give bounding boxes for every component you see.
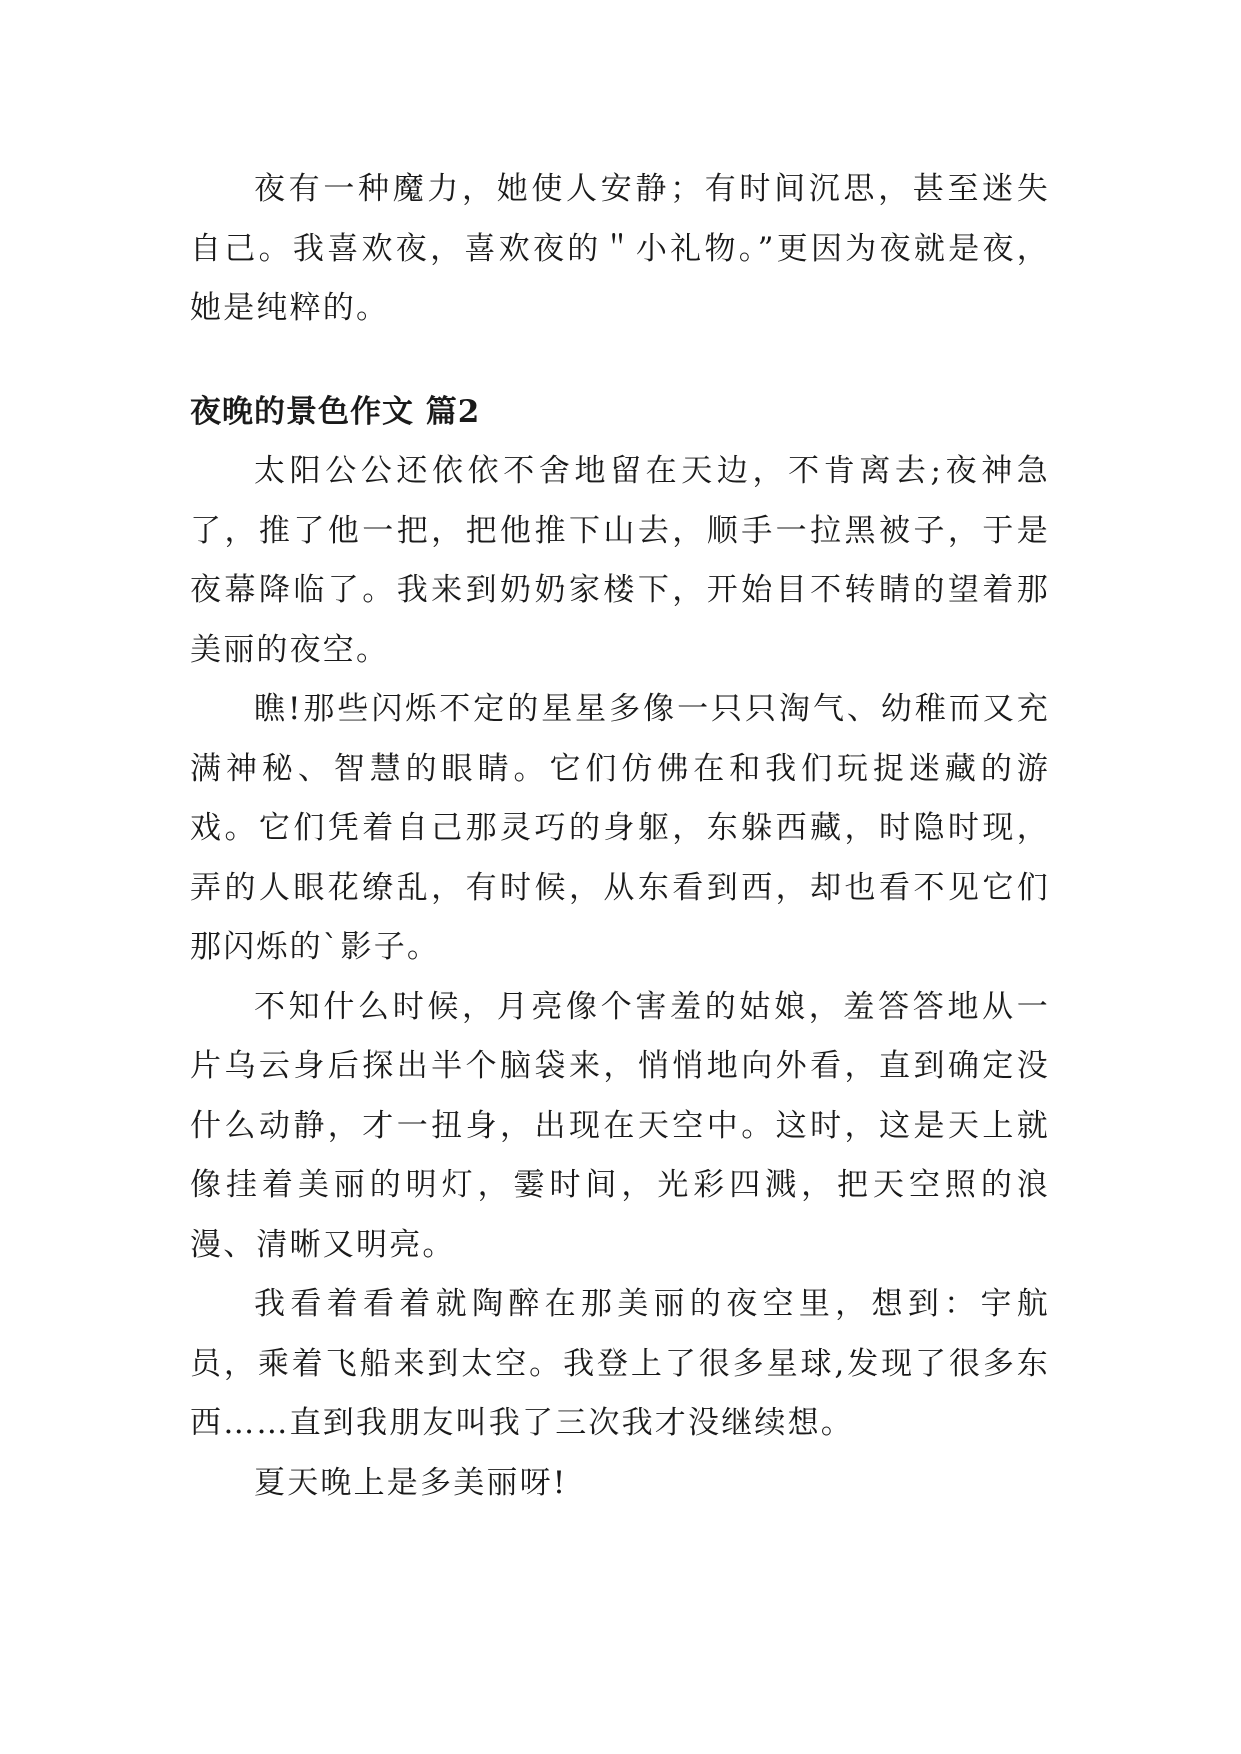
- document-body: [190, 160, 1050, 1513]
- body-paragraph-3: 不知什么时候，月亮像个害羞的姑娘，羞答答地从一片乌云身后探出半个脑袋来，悄悄地向外看，直到确定没什么动静，才一扭身，出现在天空中。这时，这是天上就像挂着美丽的明灯，霎时间，光彩四溅，把天空照的浪漫、清晰又明亮。: [190, 988, 1050, 1263]
- section-heading: 夜晚的景色作文 篇2: [190, 393, 481, 430]
- intro-paragraph: 夜有一种魔力，她使人安静；有时间沉思，甚至迷失自己。我喜欢夜，喜欢夜的＂小礼物。”更因为夜就是夜，她是纯粹的。: [190, 171, 1050, 326]
- body-paragraph-1: 太阳公公还依依不舍地留在天边，不肯离去;夜神急了，推了他一把，把他推下山去，顺手一拉黑被子，于是夜幕降临了。我来到奶奶家楼下，开始目不转睛的望着那美丽的夜空。: [190, 453, 1050, 668]
- body-paragraph-5: 夏天晚上是多美丽呀!: [254, 1464, 568, 1501]
- body-paragraph-4: 我看着看着就陶醉在那美丽的夜空里，想到：宇航员，乘着飞船来到太空。我登上了很多星球,发现了很多东西……直到我朋友叫我了三次我才没继续想。: [190, 1286, 1050, 1441]
- body-paragraph-2: 瞧!那些闪烁不定的星星多像一只只淘气、幼稚而又充满神秘、智慧的眼睛。它们仿佛在和我们玩捉迷藏的游戏。它们凭着自己那灵巧的身躯，东躲西藏，时隐时现，弄的人眼花缭乱，有时候，从东看到西，却也看不见它们那闪烁的`影子。: [190, 691, 1050, 965]
